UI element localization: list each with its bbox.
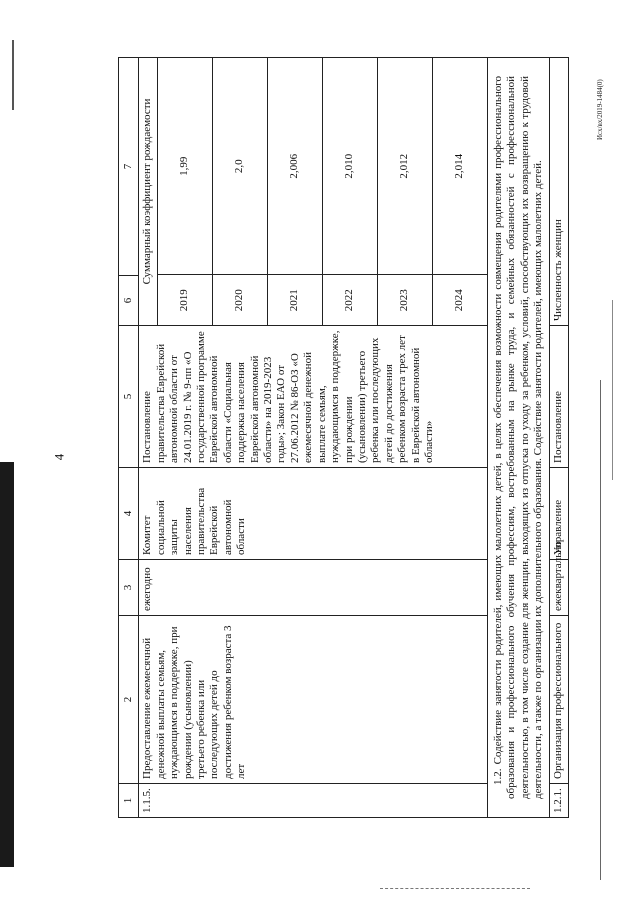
scan-fold-line-2 [612,300,613,480]
document-cell: Постановление правительства Еврейской автономной области от 24.01.2019 г. № 9-пп «О государственной программе Еврейской автономной области «Социальная поддержка населения Еврейской автономной области» на 2019-2023 годы»; Закон ЕАО от 27.06.2012 № 86-ОЗ «О ежемесячной денежной выплате семьям, нуждающимся в поддержке, при рождении (усыновлении) третьего ребенка или последующих детей до достижения ребенком возраста трех лет в Еврейской автономной области» [139,326,487,468]
responsible-cell: Управление [550,468,568,560]
row-number: 1.2.1. [550,784,568,818]
year-row [158,58,213,325]
year-row [267,58,322,325]
table-row-1-2-1 [550,58,568,818]
year-cell: 2020 [212,275,267,325]
scan-dashed-line [380,888,530,889]
scan-edge-mark [0,462,14,867]
section-heading: 1.2. Содействие занятости родителей, имеющих малолетних детей, в целях обеспечения возможности совмещения родителями профессионального образования и профессионального обучения профессиям, востребованным на рынке труда, и семейных обязанностей с профессиональной деятельностью, в том числе создание для женщин, выходящих из отпуска по уходу за ребенком, условий, способствующих их возвращению к трудовой деятельности, а также по организации их дополнительного образования. Содействие занятости родителей, имеющих малолетних детей. [487,58,550,818]
period-cell: ежеквартально [550,560,568,616]
year-cell: 2019 [158,275,213,325]
year-cell: 2021 [267,275,322,325]
col-header-2: 2 [119,616,139,784]
indicator-years-table [158,58,487,325]
value-cell: 1,99 [158,58,213,275]
year-row [432,58,487,325]
col-header-5: 5 [119,326,139,468]
rotated-page-content [118,58,588,818]
year-row [377,58,432,325]
col-header-3: 3 [119,560,139,616]
year-cell: 2023 [377,275,432,325]
indicator-title: Суммарный коэффициент рождаемости [139,58,157,325]
responsible-cell: Комитет социальной защиты населения правительства Еврейской автономной области [139,468,487,560]
section-row-1-2 [487,58,550,818]
year-cell: 2022 [322,275,377,325]
value-cell: 2,010 [322,58,377,275]
year-row [212,58,267,325]
document-stamp: Исх/вх/2019-1484(0) [596,79,604,140]
program-table [118,57,569,818]
page-number: 4 [51,453,67,461]
year-cell: 2024 [432,275,487,325]
value-cell: 2,006 [267,58,322,275]
indicator-cell: Численность женщин [550,58,568,326]
value-cell: 2,0 [212,58,267,275]
table-header-row [119,58,139,818]
period-cell: ежегодно [139,560,487,616]
scan-edge-mark-top [12,40,14,110]
document-cell: Постановление [550,326,568,468]
scan-fold-line [600,380,601,880]
value-cell: 2,012 [377,58,432,275]
col-header-6: 6 [119,276,139,326]
col-header-7: 7 [119,58,139,276]
col-header-4: 4 [119,468,139,560]
value-cell: 2,014 [453,153,466,179]
table-row-1-1-5 [139,58,487,818]
indicator-cell [139,58,487,326]
row-number: 1.1.5. [139,784,487,818]
col-header-1: 1 [119,784,139,818]
measure-cell: Организация профессионального [550,616,568,784]
measure-cell: Предоставление ежемесячной денежной выплаты семьям, нуждающимся в поддержке, при рождении (усыновлении) третьего ребенка или последующих детей до достижения ребенком возраста 3 лет [139,616,487,784]
year-row [322,58,377,325]
